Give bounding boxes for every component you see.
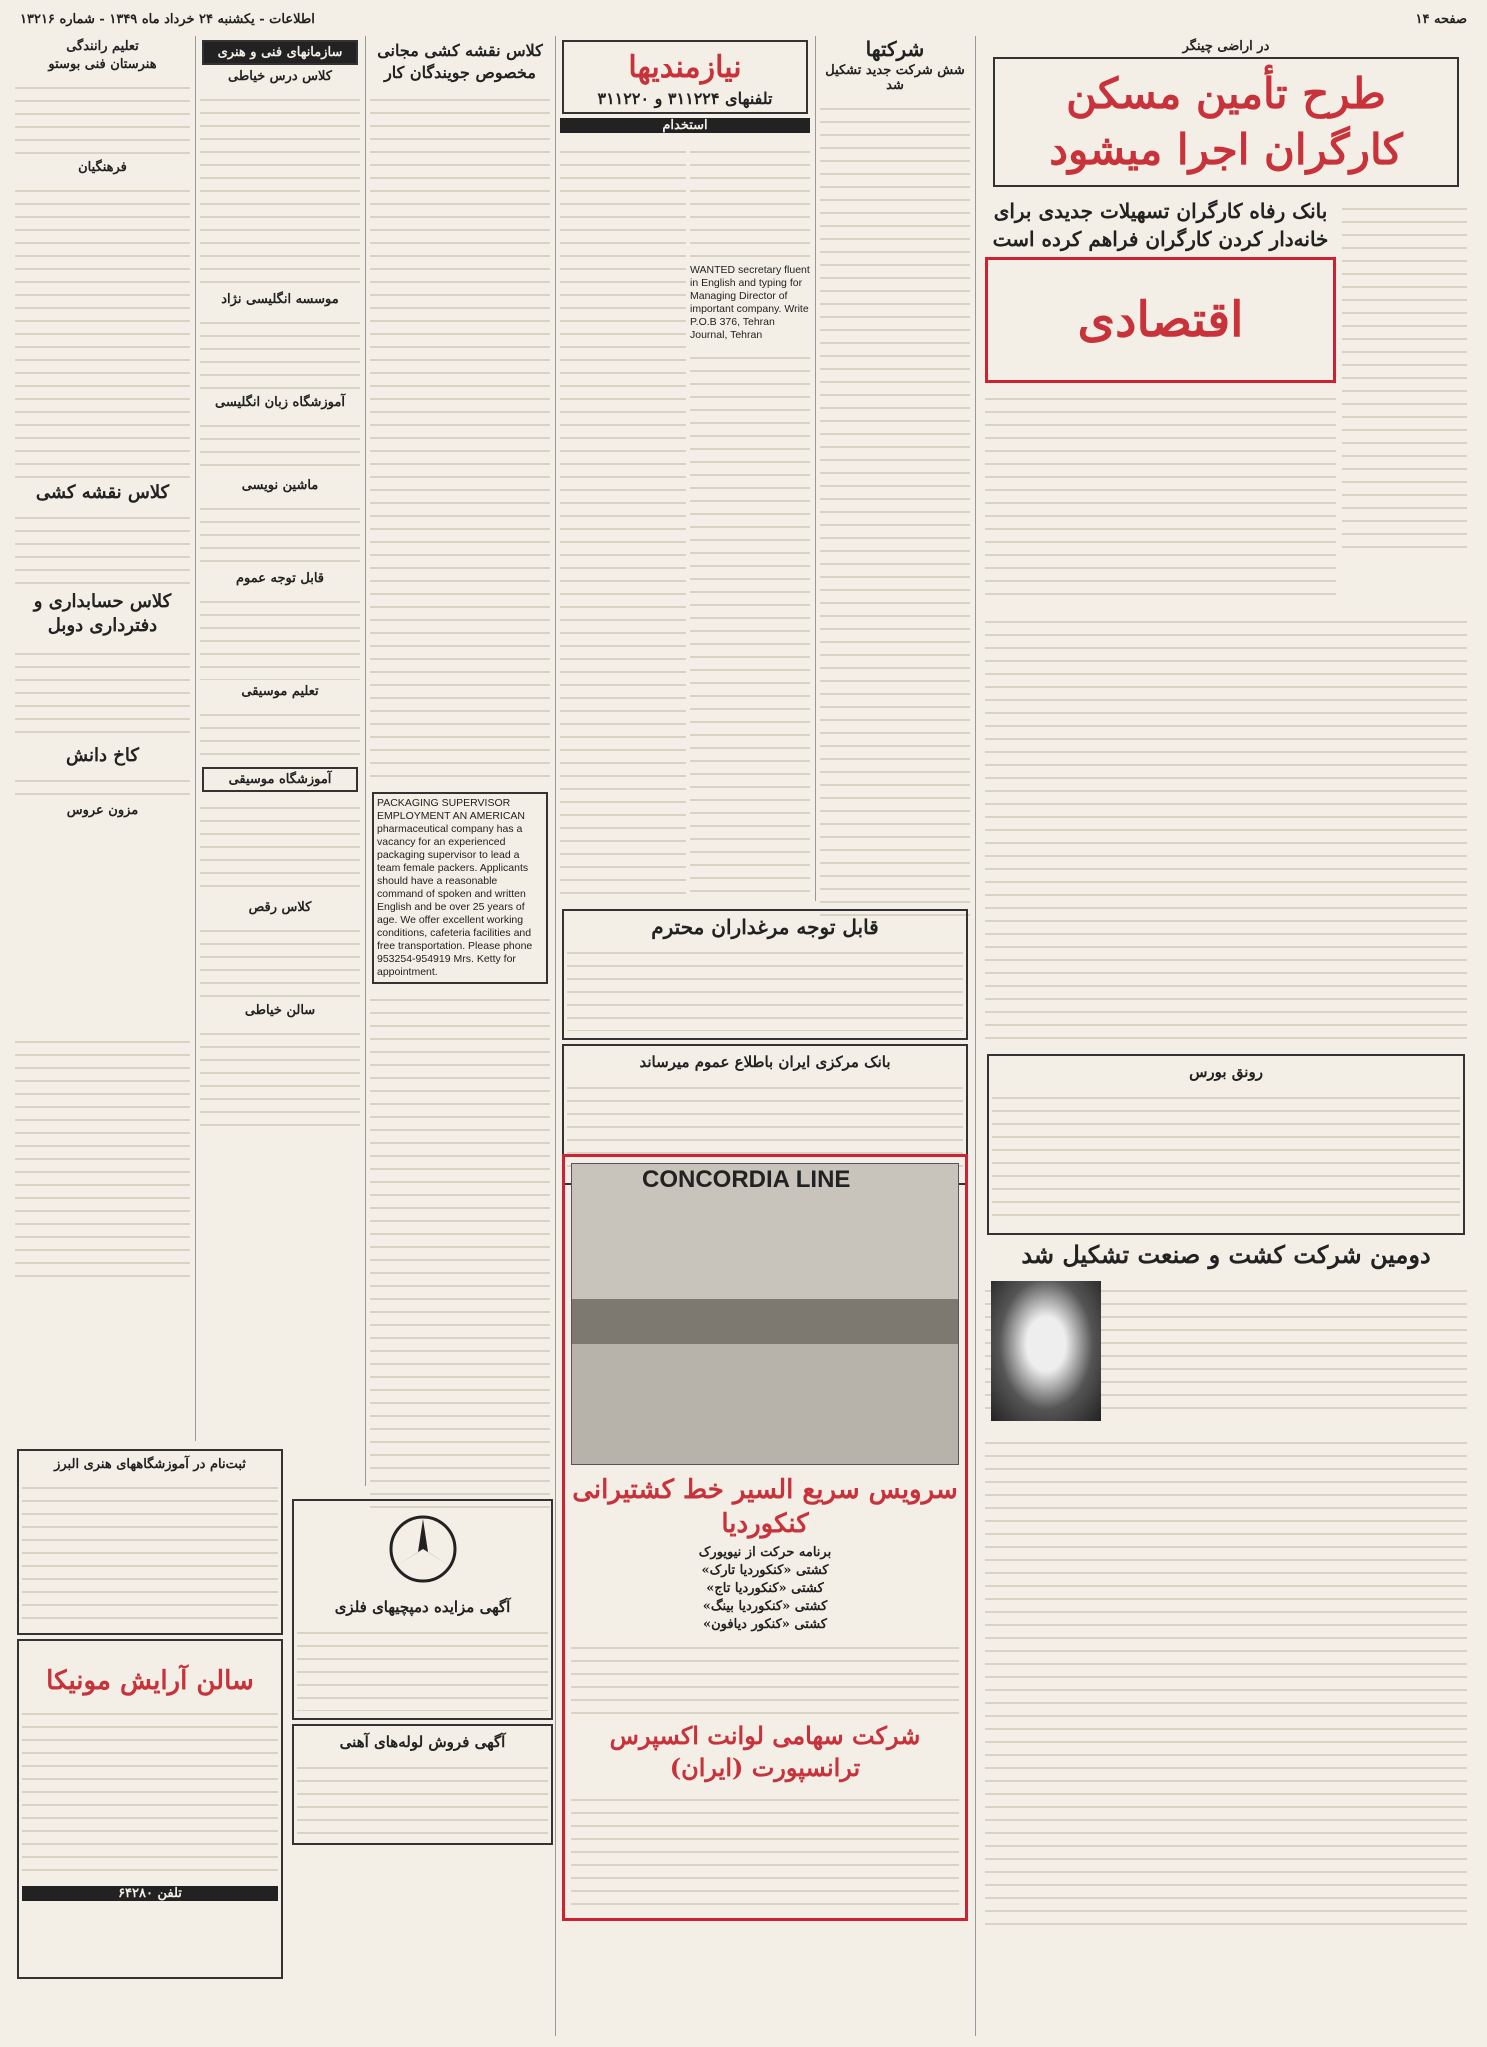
edu-item-6: تعلیم موسیقی (241, 684, 319, 699)
education-column (200, 36, 360, 1136)
bride-photo (35, 824, 170, 1024)
edu-item-8: کلاس رقص (248, 900, 312, 915)
concordia-ship-3: کشتی «کنکوردیا بینگ» (702, 1599, 828, 1614)
edu-item-2: موسسه انگلیسی نژاد (221, 292, 339, 307)
needs-title: نیازمندیها (628, 50, 742, 85)
economy-section-logo: اقتصادی (1077, 291, 1244, 348)
ship-photo (571, 1163, 959, 1465)
auction-title: آگهی مزایده دمپچیهای فلزی (334, 1598, 511, 1616)
main-headline: طرح تأمین مسکن کارگران اجرا میشود (1049, 69, 1403, 174)
ship-brand: CONCORDIA LINE (642, 1166, 851, 1193)
secretary-ad-en: WANTED secretary fluent in English and typing for Managing Director of important company. Write P.O.B 376, Tehran Journal, Tehran (690, 264, 810, 341)
edu-item-9: سالن خیاطی (244, 1003, 316, 1018)
concordia-sub: برنامه حرکت از نیویورک (698, 1545, 832, 1560)
driving-title: تعلیم رانندگی (66, 39, 139, 54)
edu-item-4: ماشین نویسی (241, 478, 319, 493)
central-bank-title: بانک مرکزی ایران باطلاع عموم میرساند (639, 1053, 891, 1071)
edu-item-7: آموزشگاه موسیقی (202, 767, 358, 792)
page-header (20, 10, 1467, 32)
drafting-class-title: کلاس نقشه کشی مجانی مخصوص جویندگان کار (377, 41, 543, 82)
drive-item-2: فرهنگیان (78, 160, 127, 175)
education-title: سازمانهای فنی و هنری (202, 40, 358, 65)
alborz-ad (15, 1445, 285, 1983)
edu-item-3: آموزشگاه زبان انگلیسی (215, 395, 345, 410)
pipe-sale-title: آگهی فروش لوله‌های آهنی (339, 1733, 506, 1751)
poultry-title: قابل توجه مرغداران محترم (651, 915, 879, 939)
agro-industry-title: دومین شرکت کشت و صنعت تشکیل شد (1021, 1240, 1431, 1269)
edu-item-1: کلاس درس خیاطی (228, 69, 332, 84)
hire-section: استخدام (560, 118, 810, 133)
concordia-ship-4: کشتی «کنکور دیافون» (703, 1617, 827, 1632)
mercedes-logo (297, 1504, 548, 1594)
drive-item-3: کلاس نقشه کشی (35, 482, 170, 503)
companies-column (820, 36, 970, 921)
drive-item-6: مزون عروس (66, 803, 139, 818)
main-kicker: در اراضی چینگر (1182, 39, 1270, 54)
drive-item-1: هنرستان فنی بوستو (48, 57, 157, 72)
alborz-title: ثبت‌نام در آموزشگاههای هنری البرز (54, 1457, 246, 1472)
concordia-ship-1: کشتی «کنکوردیا تارک» (701, 1563, 829, 1578)
main-subhead: بانک رفاه کارگران تسهیلات جدیدی برای خانه‌دار کردن کارگران فراهم کرده است (992, 199, 1329, 251)
concordia-ship-2: کشتی «کنکوردیا تاج» (706, 1581, 824, 1596)
page-number: صفحه ۱۴ (1415, 12, 1467, 27)
issue-info: اطلاعات - یکشنبه ۲۴ خرداد ماه ۱۳۴۹ - شماره ۱۳۲۱۶ (20, 12, 315, 27)
needs-column (560, 36, 810, 904)
levant-company: شرکت سهامی لوانت اکسپرس ترانسپورت (ایران) (609, 1721, 921, 1782)
main-column (985, 36, 1467, 1935)
auction-ads (290, 1495, 555, 1849)
salon-name: سالن آرایش مونیکا (46, 1666, 254, 1696)
needs-phones: تلفنهای ۳۱۱۲۲۴ و ۳۱۱۲۲۰ (597, 89, 773, 108)
companies-lead: شش شرکت جدید تشکیل شد (825, 63, 965, 93)
concordia-title: سرویس سریع السیر خط کشتیرانی کنکوردیا (572, 1475, 958, 1539)
packaging-ad-en: PACKAGING SUPERVISOR EMPLOYMENT AN AMERICAN pharmaceutical company has a vacancy for an experienced packaging supervisor to lead a team female packers. Applicants should have a reasonable command of spoken and written English and be over 25 years of age. We offer excellent working conditions, cafeteria facilities and free transportation. Please phone 953254-954919 Mrs. Ketty for appointment. (372, 792, 548, 984)
bourse-title: رونق بورس (1189, 1063, 1263, 1081)
classes-column (370, 36, 550, 1512)
poultry-ad (560, 905, 970, 1193)
portrait-photo (991, 1281, 1101, 1421)
edu-item-5: قابل توجه عموم (235, 571, 325, 586)
companies-title: شرکتها (865, 37, 925, 61)
drive-item-5: کاخ دانش (66, 745, 139, 766)
driving-column (15, 36, 190, 1284)
main-text-left (1342, 193, 1467, 606)
drive-item-4: کلاس حسابداری و دفترداری دوبل (33, 591, 172, 636)
concordia-ad (560, 1150, 970, 1925)
salon-phone: تلفن ۶۴۲۸۰ (22, 1886, 278, 1901)
